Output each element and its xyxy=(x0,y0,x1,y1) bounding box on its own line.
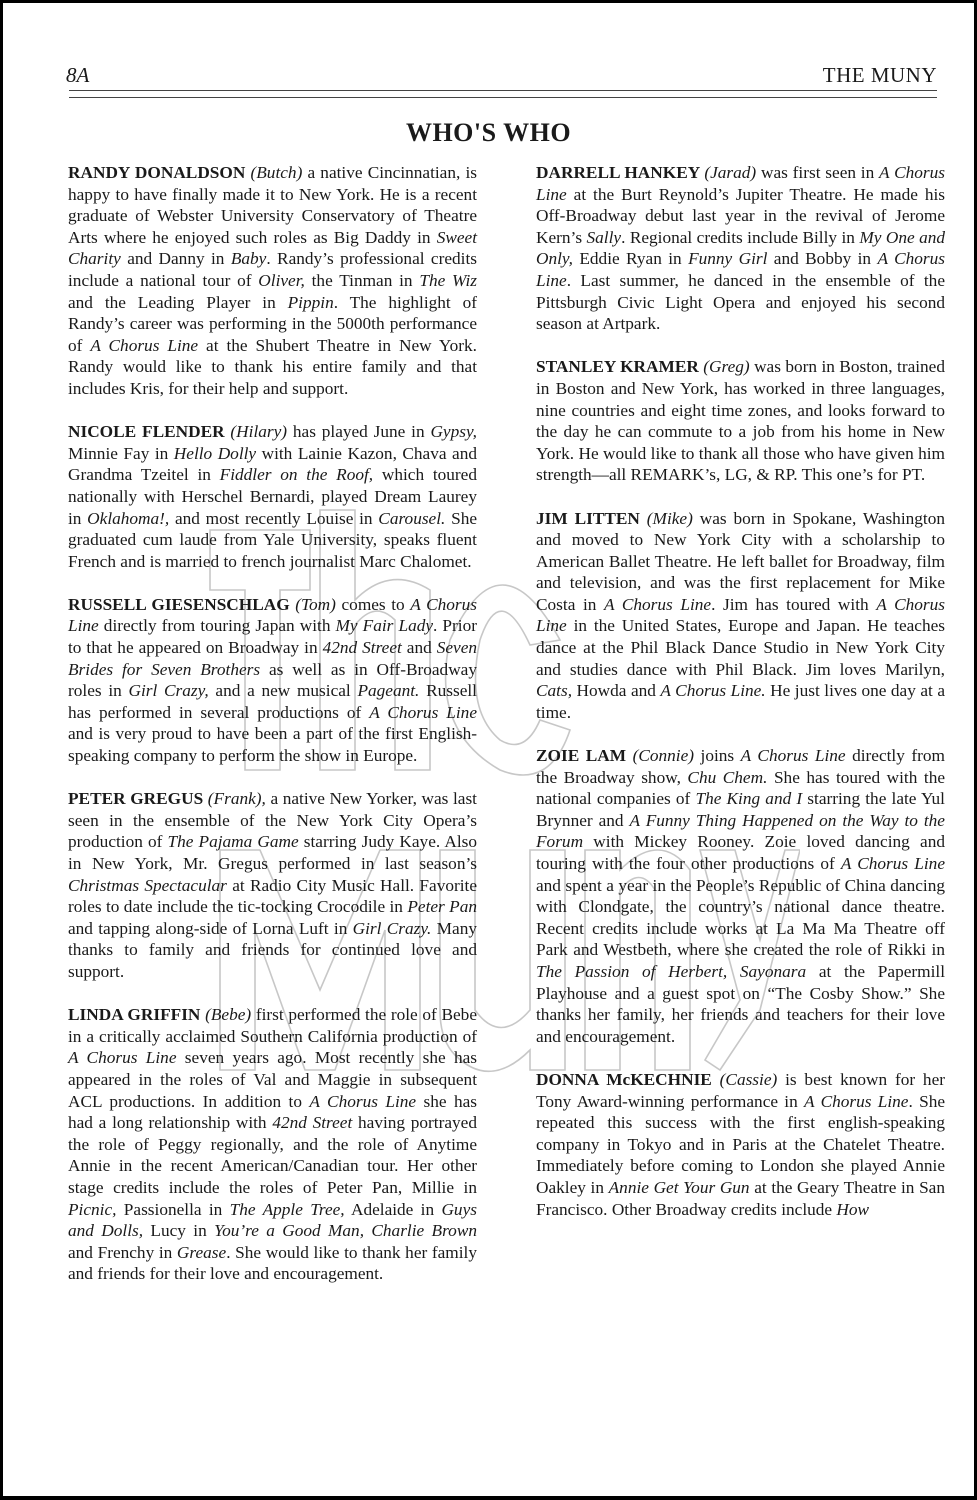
performer-name: JIM LITTEN xyxy=(536,508,647,528)
bio-text: has played June in xyxy=(287,422,431,442)
bio-text: the Tinman in xyxy=(304,270,420,290)
character-role: (Hilary) xyxy=(230,422,288,442)
bio-entry xyxy=(68,1004,477,1285)
bio-entry xyxy=(68,788,477,982)
bio-text: and a new musical xyxy=(208,681,358,701)
show-title: Pippin xyxy=(287,292,334,312)
show-title: Christmas Spectacular xyxy=(68,875,227,895)
page-number: 8A xyxy=(66,63,90,87)
page-title: WHO'S WHO xyxy=(405,118,572,147)
bio-entry xyxy=(536,162,945,335)
bio-text: starring the late Yul Brynner and xyxy=(536,789,945,830)
publication-name: THE MUNY xyxy=(822,63,937,87)
performer-name: RANDY DONALDSON xyxy=(68,163,251,182)
show-title: The Passion of Herbert, Sayonara xyxy=(536,961,807,981)
show-title: 42nd Street xyxy=(322,638,402,658)
bio-text: at the Shubert Theatre in New York. Randy would like to thank his entire family and that includes Kris, for their help and support. xyxy=(68,335,477,398)
show-title: Gypsy, xyxy=(430,422,477,442)
performer-name: ZOIE LAM xyxy=(536,746,633,766)
running-header xyxy=(66,64,937,88)
bio-text: and tapping along-side of Lorna Luft in xyxy=(68,918,353,938)
show-title: A Chorus Line xyxy=(536,594,945,636)
show-title: A Chorus Line xyxy=(536,163,945,204)
bio-entry xyxy=(536,745,945,1047)
bio-text: a native New Yorker, was last seen in the ensemble of the New York City Opera’s production of xyxy=(68,789,477,852)
bio-text: she has had a long relationship with xyxy=(68,1091,477,1133)
bio-text: She has toured with the national companies of xyxy=(536,767,946,809)
bio-text: . Last summer, he danced in the ensemble of the Pittsburgh Civic Light Opera and enjoyed his second season at Artpark. xyxy=(536,270,945,334)
show-title: You’re a Good Man, Charlie Brown xyxy=(214,1221,477,1241)
show-title: Oklahoma!, xyxy=(87,508,170,528)
bio-text: and xyxy=(401,638,437,658)
bio-text: Howda and xyxy=(572,681,661,701)
header-rule-bottom xyxy=(69,97,937,98)
show-title: A Chorus Line xyxy=(90,335,199,355)
performer-name: RUSSELL GIESENSCHLAG xyxy=(68,594,296,614)
bio-text: at Radio City Music Hall. Favorite roles to date include the tic-tocking Crocodile in xyxy=(68,875,478,917)
show-title: Girl Crazy. xyxy=(352,918,432,938)
bio-entry xyxy=(536,356,945,486)
bio-text: at the Burt Reynold’s Jupiter Theatre. He made his Off-Broadway debut last year in the revival of Jerome Kern’s xyxy=(536,184,945,247)
bio-text: with Mickey Rooney. Zoie loved dancing and touring with the four other productions of xyxy=(536,832,945,873)
performer-name: PETER GREGUS xyxy=(68,789,208,809)
bio-text: and most recently Louise in xyxy=(169,508,379,528)
performer-name: LINDA GRIFFIN xyxy=(68,1005,206,1025)
show-title: Funny Girl xyxy=(688,249,768,269)
show-title: A Chorus Line. xyxy=(660,681,766,701)
show-title: The Wiz xyxy=(419,270,477,290)
show-title: How xyxy=(836,1199,870,1219)
performer-name: STANLEY KRAMER xyxy=(536,357,704,377)
show-title: A Chorus Line xyxy=(804,1091,909,1111)
bio-text: . Regional credits include Billy in xyxy=(621,227,860,247)
show-title: The King and I xyxy=(695,789,803,809)
bio-text: first performed the role of Bebe in a critically acclaimed Southern California production of xyxy=(68,1005,477,1046)
header-rule-top xyxy=(69,90,937,91)
show-title: Picnic, xyxy=(68,1199,117,1219)
show-title: Seven Brides for Seven Brothers xyxy=(68,638,478,679)
show-title: The Apple Tree, xyxy=(229,1199,345,1219)
bio-text: having portrayed the role of Peggy regionally, and the role of Anytime Annie in the recent American/Canadian tour. Her other stage credits include the roles of Peter Pan, Millie in xyxy=(68,1113,477,1197)
bio-entry xyxy=(68,162,477,400)
show-title: Girl Crazy, xyxy=(128,681,209,701)
show-title: Hello Dolly xyxy=(173,443,257,463)
bio-entry xyxy=(68,421,477,572)
bio-text: was born in Boston, trained in Boston and New York, has worked in three languages, nine countries and eight time zones, and looks forward to the day he can commute to a job from his home in New York. He would like to thank all those who have given him strength—all REMARK’s, LG, & RP. This one’s for PT. xyxy=(536,357,945,485)
bio-text: in the United States, Europe and Japan. He teaches dance at the Phil Black Dance Studio in New York City and studies dance with Phil Black. Jim loves Marilyn, xyxy=(536,616,945,679)
bio-text: Many thanks to family and friends for continued love and support. xyxy=(68,918,477,981)
bio-text: Eddie Ryan in xyxy=(572,249,689,269)
show-title: The Pajama Game xyxy=(167,832,299,852)
bio-text: seven years ago. Most recently she has appeared in the roles of Val and Maggie in subsequent ACL productions. In addition to xyxy=(68,1048,478,1111)
show-title: A Chorus Line xyxy=(369,702,477,722)
bio-text: at the Papermill Playhouse and a guest spot on “The Cosby Show.” She thanks her family, her friends and teachers for their love and encouragement. xyxy=(536,961,945,1046)
bio-text: She graduated cum laude from Yale University, speaks fluent French and is married to french journalist Marc Chalomet. xyxy=(68,508,478,571)
show-title: Fiddler on the Roof, xyxy=(219,465,374,485)
show-title: A Chorus Line xyxy=(840,854,945,873)
bio-text: as well as in Off-Broadway roles in xyxy=(68,659,477,701)
show-title: A Chorus Line xyxy=(309,1091,417,1111)
performer-name: DARRELL HANKEY xyxy=(536,163,705,182)
bio-entry xyxy=(536,508,945,724)
bio-entry xyxy=(536,1069,945,1220)
character-role: (Cassie) xyxy=(719,1069,778,1089)
show-title: A Chorus Line xyxy=(740,746,846,766)
show-title: A Chorus Line xyxy=(68,594,477,636)
bio-text: . She repeated this success with the first english-speaking company in Tokyo and in Paris at the Chatelet Theatre. Immediately before coming to London she played Annie Oakley in xyxy=(536,1091,946,1197)
character-role: (Butch) xyxy=(250,163,303,182)
character-role: (Tom) xyxy=(295,594,336,614)
character-role: (Mike) xyxy=(646,508,693,528)
bio-text: which toured nationally with Herschel Bernardi, played Dream Laurey in xyxy=(68,465,477,528)
bio-text: starring Judy Kaye. Also in New York, Mr. Gregus performed in last season’s xyxy=(68,832,477,873)
performer-name: DONNA McKECHNIE xyxy=(536,1069,720,1089)
show-title: A Chorus Line xyxy=(536,249,946,290)
left-column xyxy=(68,162,477,1306)
bio-text: is best known for her Tony Award-winning performance in xyxy=(536,1069,945,1111)
character-role: (Bebe) xyxy=(205,1005,252,1025)
bio-entry xyxy=(68,594,477,767)
bio-text: comes to xyxy=(335,594,411,614)
bio-text: directly from touring Japan with xyxy=(98,616,336,636)
bio-text: . Randy’s professional credits include a national tour of xyxy=(68,249,477,290)
bio-text: He just lives one day at a time. xyxy=(536,681,946,722)
show-title: Cats, xyxy=(536,681,573,701)
bio-text: was first seen in xyxy=(756,163,880,182)
show-title: Sally xyxy=(586,227,622,247)
bio-text: and the Leading Player in xyxy=(68,292,288,312)
show-title: Annie Get Your Gun xyxy=(608,1177,750,1197)
show-title: My Fair Lady xyxy=(335,616,434,636)
show-title: A Chorus Line xyxy=(604,594,712,614)
right-column xyxy=(536,162,945,1242)
bio-text: and spent a year in the People’s Republic of China dancing with Clondgate, the country’s national dance theatre. Recent credits include works at La Ma Ma Theatre off Park and Westbeth, where she created the role of Rikki in xyxy=(536,875,945,960)
bio-text: and Bobby in xyxy=(767,249,878,269)
character-role: (Jarad) xyxy=(704,163,757,182)
character-role: (Connie) xyxy=(632,746,695,766)
show-title: A Chorus Line xyxy=(68,1048,177,1068)
bio-text: Lucy in xyxy=(143,1221,215,1241)
show-title: 42nd Street xyxy=(272,1113,353,1133)
bio-text: Adelaide in xyxy=(344,1199,442,1219)
bio-text: . Prior to that he appeared on Broadway in xyxy=(68,616,477,658)
character-role: (Frank), xyxy=(207,789,266,809)
show-title: Grease xyxy=(176,1242,227,1262)
show-title: Peter Pan xyxy=(407,897,477,917)
bio-text: a native Cincinnatian, is happy to have finally made it to New York. He is a recent graduate of Webster University Conservatory of Theatre Arts where he enjoyed such roles as Big Daddy in xyxy=(68,163,477,247)
show-title: Sweet Charity xyxy=(68,227,477,269)
bio-text: was born in Spokane, Washington and moved to New York City with a scholarship to American Ballet Theatre. He left ballet for Broadway, film and television, and was the first replacement for Mike Costa in xyxy=(536,508,945,614)
show-title: Baby xyxy=(230,249,267,269)
bio-text: Minnie Fay in xyxy=(68,443,174,463)
bio-text: at the Geary Theatre in San Francisco. Other Broadway credits include xyxy=(536,1177,945,1219)
performer-name: NICOLE FLENDER xyxy=(68,422,231,442)
character-role: (Greg) xyxy=(703,357,750,377)
bio-text: . Jim has toured with xyxy=(711,594,877,614)
bio-text: with Lainie Kazon, Chava and Grandma Tzeitel in xyxy=(68,443,477,485)
bio-text: joins xyxy=(694,746,741,766)
bio-text: and is very proud to have been a part of the first English-speaking company to perform the show in Europe. xyxy=(68,724,477,766)
show-title: Guys and Dolls, xyxy=(68,1199,477,1241)
show-title: Pageant. xyxy=(357,681,420,701)
bio-text: Russell has performed in several productions of xyxy=(68,681,477,722)
show-title: Oliver, xyxy=(258,270,305,290)
show-title: My One and Only, xyxy=(536,227,945,269)
bio-text: Passionella in xyxy=(116,1199,230,1219)
bio-text: . The highlight of Randy’s career was performing in the 5000th performance of xyxy=(68,292,477,355)
show-title: A Funny Thing Happened on the Way to the Forum xyxy=(536,810,945,852)
bio-text: directly from the Broadway show, xyxy=(536,746,945,787)
show-title: Chu Chem. xyxy=(687,767,768,787)
show-title: Carousel. xyxy=(378,508,446,528)
bio-text: and Frenchy in xyxy=(68,1242,177,1262)
bio-text: . She would like to thank her family and friends for their love and encouragement. xyxy=(68,1242,477,1284)
bio-text: and Danny in xyxy=(120,249,231,269)
